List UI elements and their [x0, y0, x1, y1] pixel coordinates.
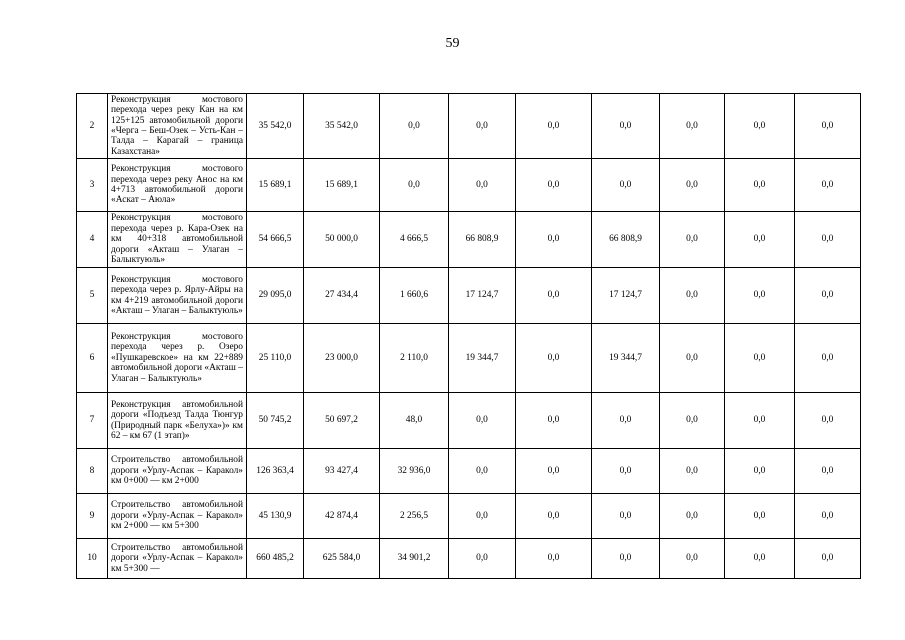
- value-cell: 0,0: [725, 268, 795, 324]
- value-cell: 0,0: [516, 449, 592, 494]
- value-cell: 0,0: [795, 94, 861, 159]
- value-cell: 0,0: [592, 159, 660, 212]
- value-cell: 0,0: [660, 393, 725, 449]
- value-cell: 27 434,4: [304, 268, 380, 324]
- value-cell: 4 666,5: [380, 212, 449, 268]
- value-cell: 0,0: [725, 324, 795, 393]
- value-cell: 0,0: [660, 324, 725, 393]
- object-description: Реконструкция мостового перехода через р. Кара-Озек на км 40+318 автомобильной дороги «Акташ – Улаган – Балыктуюль»: [108, 212, 247, 268]
- table-body: [77, 94, 861, 579]
- value-cell: 45 130,9: [247, 494, 304, 539]
- value-cell: 0,0: [516, 494, 592, 539]
- value-cell: 35 542,0: [247, 94, 304, 159]
- row-number: 3: [77, 159, 108, 212]
- value-cell: 50 745,2: [247, 393, 304, 449]
- object-description: Реконструкция мостового перехода через р. Ярлу-Айры на км 4+219 автомобильной дороги «Акташ – Улаган – Балыктуюль»: [108, 268, 247, 324]
- object-description: Строительство автомобильной дороги «Урлу-Аспак – Каракол» км 0+000 — км 2+000: [108, 449, 247, 494]
- value-cell: 0,0: [516, 393, 592, 449]
- object-description: Строительство автомобильной дороги «Урлу-Аспак – Каракол» км 5+300 —: [108, 539, 247, 579]
- value-cell: 0,0: [725, 494, 795, 539]
- value-cell: 0,0: [449, 159, 516, 212]
- value-cell: 15 689,1: [304, 159, 380, 212]
- value-cell: 0,0: [592, 94, 660, 159]
- value-cell: 0,0: [725, 212, 795, 268]
- table-row: [77, 494, 861, 539]
- row-number: 2: [77, 94, 108, 159]
- row-number: 6: [77, 324, 108, 393]
- value-cell: 0,0: [795, 494, 861, 539]
- value-cell: 29 095,0: [247, 268, 304, 324]
- value-cell: 34 901,2: [380, 539, 449, 579]
- value-cell: 0,0: [660, 159, 725, 212]
- value-cell: 66 808,9: [592, 212, 660, 268]
- value-cell: 0,0: [592, 539, 660, 579]
- value-cell: 0,0: [516, 539, 592, 579]
- value-cell: 0,0: [725, 539, 795, 579]
- table-row: [77, 393, 861, 449]
- value-cell: 0,0: [795, 449, 861, 494]
- object-description: Реконструкция мостового перехода через реку Кан на км 125+125 автомобильной дороги «Черга – Беш-Озек – Усть-Кан – Талда – Карагай – граница Казахстана»: [108, 94, 247, 159]
- value-cell: 0,0: [795, 324, 861, 393]
- row-number: 5: [77, 268, 108, 324]
- row-number: 10: [77, 539, 108, 579]
- value-cell: 0,0: [592, 393, 660, 449]
- value-cell: 25 110,0: [247, 324, 304, 393]
- value-cell: 0,0: [795, 539, 861, 579]
- table-row: [77, 324, 861, 393]
- value-cell: 0,0: [449, 449, 516, 494]
- value-cell: 0,0: [516, 324, 592, 393]
- value-cell: 0,0: [380, 94, 449, 159]
- value-cell: 625 584,0: [304, 539, 380, 579]
- table-row: [77, 159, 861, 212]
- object-description: Строительство автомобильной дороги «Урлу-Аспак – Каракол» км 2+000 — км 5+300: [108, 494, 247, 539]
- value-cell: 0,0: [725, 159, 795, 212]
- value-cell: 50 000,0: [304, 212, 380, 268]
- value-cell: 0,0: [516, 268, 592, 324]
- value-cell: 17 124,7: [449, 268, 516, 324]
- value-cell: 0,0: [725, 449, 795, 494]
- value-cell: 19 344,7: [449, 324, 516, 393]
- value-cell: 0,0: [795, 159, 861, 212]
- data-table: [76, 93, 861, 579]
- value-cell: 0,0: [660, 268, 725, 324]
- row-number: 7: [77, 393, 108, 449]
- table-row: [77, 268, 861, 324]
- value-cell: 32 936,0: [380, 449, 449, 494]
- value-cell: 0,0: [660, 212, 725, 268]
- value-cell: 42 874,4: [304, 494, 380, 539]
- value-cell: 54 666,5: [247, 212, 304, 268]
- value-cell: 126 363,4: [247, 449, 304, 494]
- value-cell: 66 808,9: [449, 212, 516, 268]
- value-cell: 0,0: [795, 212, 861, 268]
- value-cell: 0,0: [449, 539, 516, 579]
- row-number: 9: [77, 494, 108, 539]
- value-cell: 660 485,2: [247, 539, 304, 579]
- value-cell: 0,0: [660, 539, 725, 579]
- value-cell: 2 110,0: [380, 324, 449, 393]
- value-cell: 0,0: [516, 212, 592, 268]
- value-cell: 0,0: [380, 159, 449, 212]
- object-description: Реконструкция мостового перехода через р. Озеро «Пушкаревское» на км 22+889 автомобильной дороги «Акташ – Улаган – Балыктуюль»: [108, 324, 247, 393]
- value-cell: 0,0: [449, 94, 516, 159]
- value-cell: 0,0: [660, 494, 725, 539]
- value-cell: 0,0: [795, 393, 861, 449]
- value-cell: 48,0: [380, 393, 449, 449]
- value-cell: 93 427,4: [304, 449, 380, 494]
- table-cut-edge: [76, 578, 861, 579]
- value-cell: 1 660,6: [380, 268, 449, 324]
- value-cell: 0,0: [449, 393, 516, 449]
- table-row: [77, 212, 861, 268]
- value-cell: 0,0: [516, 159, 592, 212]
- object-description: Реконструкция мостового перехода через реку Анос на км 4+713 автомобильной дороги «Аскат – Аюла»: [108, 159, 247, 212]
- table-row: [77, 94, 861, 159]
- value-cell: 23 000,0: [304, 324, 380, 393]
- value-cell: 35 542,0: [304, 94, 380, 159]
- value-cell: 0,0: [592, 449, 660, 494]
- table-row: [77, 449, 861, 494]
- value-cell: 0,0: [725, 393, 795, 449]
- page-number: 59: [445, 36, 460, 51]
- value-cell: 0,0: [592, 494, 660, 539]
- value-cell: 17 124,7: [592, 268, 660, 324]
- row-number: 8: [77, 449, 108, 494]
- value-cell: 0,0: [660, 94, 725, 159]
- value-cell: 19 344,7: [592, 324, 660, 393]
- value-cell: 15 689,1: [247, 159, 304, 212]
- row-number: 4: [77, 212, 108, 268]
- value-cell: 0,0: [516, 94, 592, 159]
- table-row: [77, 539, 861, 579]
- value-cell: 2 256,5: [380, 494, 449, 539]
- object-description: Реконструкция автомобильной дороги «Подъезд Талда Тюнгур (Природный парк «Белуха»)» км 62 – км 67 (1 этап)»: [108, 393, 247, 449]
- value-cell: 0,0: [725, 94, 795, 159]
- value-cell: 0,0: [449, 494, 516, 539]
- value-cell: 50 697,2: [304, 393, 380, 449]
- value-cell: 0,0: [660, 449, 725, 494]
- value-cell: 0,0: [795, 268, 861, 324]
